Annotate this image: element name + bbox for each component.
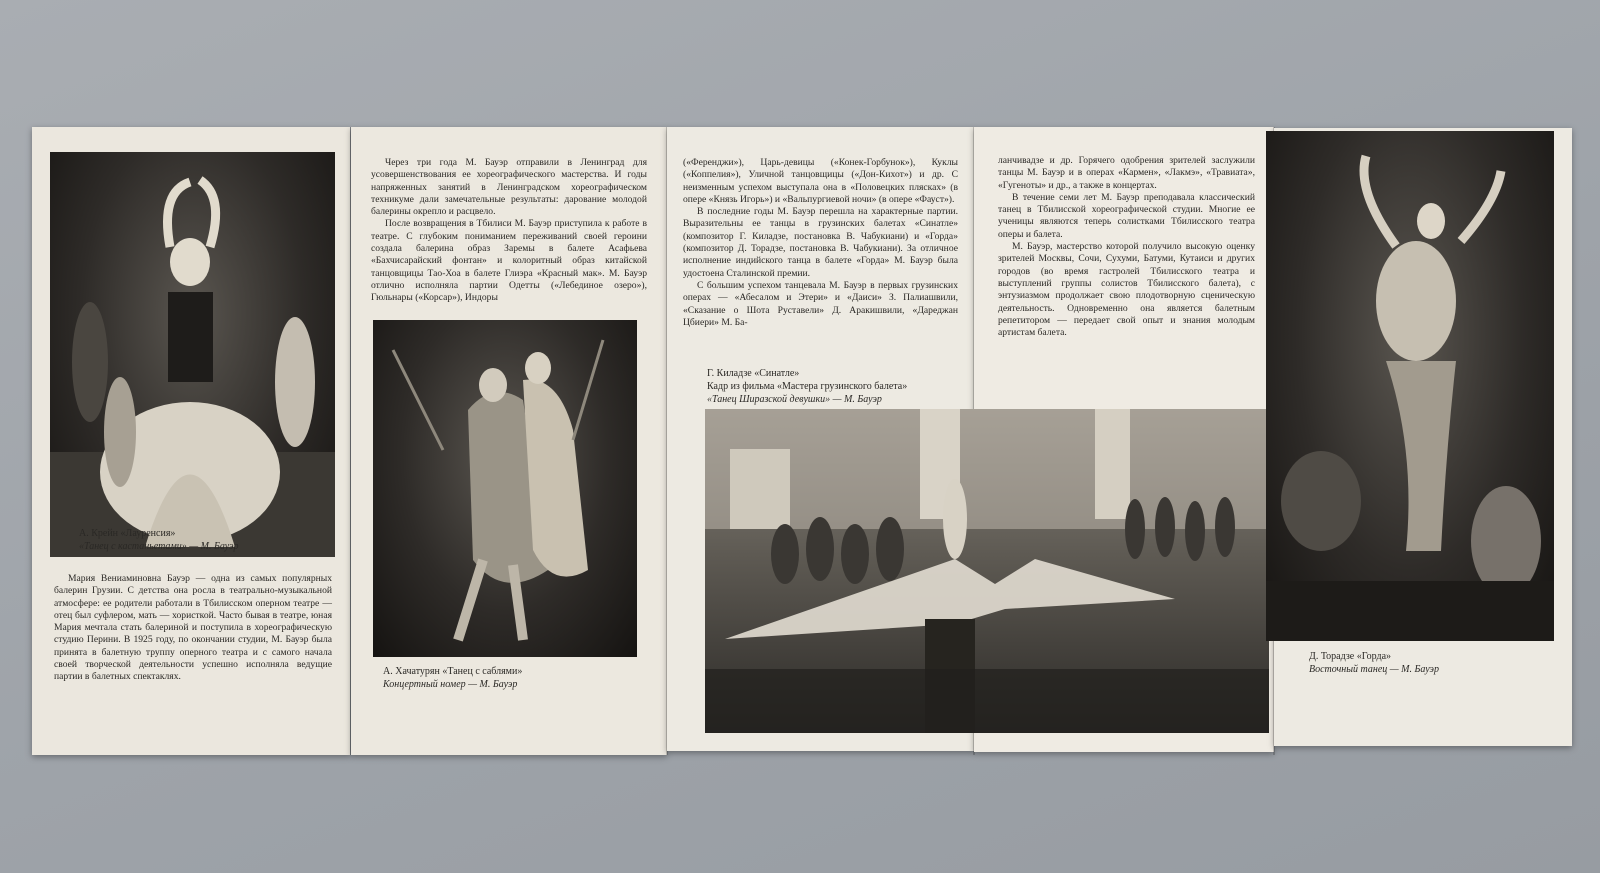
paragraph: («Ференджи»), Царь-девицы («Конек-Горбунок»), Куклы («Коппелия»), Уличной танцовщицы («Дон-Кихот») и др. С неизменным успехом выступала она в «Половецких плясках» (в опере «Князь Игорь») и «Вальпургиевой ночи» (в опере «Фауст»). xyxy=(683,157,958,205)
paragraph: Через три года М. Бауэр отправили в Ленинград для усовершенствования ее хореографического мастерства. И годы напряженных занятий в Ленинградском хореографическом техникуме дали замечательные результаты: дарование молодой балерины окрепло и расцвело. xyxy=(371,157,647,218)
caption-title: А. Хачатурян «Танец с саблями» xyxy=(383,666,523,677)
paragraph: М. Бауэр, мастерство которой получило высокую оценку зрителей Москвы, Сочи, Сухуми, Батуми, Кутаиси и других городов (во время гастролей Тбилисского театра и выступлений группы солистов Тбилисского балета), с энтузиазмом продолжает свою плодотворную сценическую деятельность. Одновременно она является балетным репетитором — передает свой опыт и знания молодым артистам балета. xyxy=(998,241,1255,339)
caption-subtitle: Кадр из фильма «Мастера грузинского балета» xyxy=(707,381,908,392)
photo-gorda-oriental-dance xyxy=(1266,131,1554,641)
photo-sabre-dance xyxy=(373,320,637,657)
article-text xyxy=(371,157,647,305)
article-text: Мария Вениаминовна Бауэр — одна из самых популярных балерин Грузии. С детства она росла в театрально-музыкальной атмосфере: ее родители работали в Тбилисском оперном театре — отец был суфлером, мать — хористкой. Часто бывая в театре, юная Мария мечтала стать балериной и поступила в хореографическую студию Перини. В 1925 году, по окончании студии, М. Бауэр была принята в балетную труппу оперного театра и с самого начала своей творческой деятельности успешно исполняла ведущие партии в балетных спектаклях. xyxy=(54,573,332,683)
paragraph: В последние годы М. Бауэр перешла на характерные партии. Выразительны ее танцы в грузинских балетах «Синатле» (композитор Г. Киладзе, постановка В. Чабукиани) и «Горда» (композитор Д. Торадзе, постановка В. Чабукиани). За отличное исполнение индийского танца в балете «Горда» М. Бауэр была удостоена Сталинской премии. xyxy=(683,206,958,279)
paragraph: После возвращения в Тбилиси М. Бауэр приступила к работе в театре. С глубоким пониманием переживаний своей героини создала балерина образ Заремы в балете Асафьева «Бахчисарайский фонтан» и колоритный образ китайской танцовщицы Тао-Хоа в балете Глиэра «Красный мак». М. Бауэр отлично исполняла партии Одетты («Лебединое озеро»), Гюльнары («Корсар»), Индоры xyxy=(371,218,647,304)
photo-laurencia-castanets xyxy=(50,152,335,557)
booklet-panel-5 xyxy=(1274,128,1572,746)
paragraph: ланчивадзе и др. Горячего одобрения зрителей заслужили танцы М. Бауэр и в операх «Кармен», «Лакмэ», «Травиата», «Гугеноты» и др., а также в концертах. xyxy=(998,155,1255,191)
article-text xyxy=(998,155,1255,339)
caption-title: Д. Торадзе «Горда» xyxy=(1309,651,1392,662)
caption-title: Г. Киладзе «Синатле» xyxy=(707,368,800,379)
booklet-panel-1 xyxy=(32,127,350,755)
photo-caption xyxy=(707,367,967,406)
booklet-panel-2 xyxy=(351,127,667,755)
photo-sinatle-film-still xyxy=(705,409,1269,733)
photo-caption xyxy=(79,527,329,553)
caption-credit: Концертный номер — М. Бауэр xyxy=(383,679,518,690)
caption-title: А. Крейн «Лауренсия» xyxy=(79,528,176,539)
caption-credit: Восточный танец — М. Бауэр xyxy=(1309,664,1439,675)
paragraph: С большим успехом танцевала М. Бауэр в первых грузинских операх — «Абесалом и Этери» и «Даиси» З. Палиашвили, «Сказание о Шота Руставели» Д. Аракишвили, «Дареджан Цбиери» М. Ба- xyxy=(683,279,958,328)
photo-caption xyxy=(383,665,653,691)
caption-credit: «Танец Ширазской девушки» — М. Бауэр xyxy=(707,394,882,405)
paragraph: В течение семи лет М. Бауэр преподавала классический танец в Тбилисской хореографической студии. Многие ее ученицы являются теперь солистками Тбилисского театра оперы и балета. xyxy=(998,191,1255,240)
photo-caption xyxy=(1309,650,1559,676)
article-text xyxy=(683,157,958,329)
caption-credit: «Танец с кастаньетами» — М. Бауэр xyxy=(79,541,239,552)
